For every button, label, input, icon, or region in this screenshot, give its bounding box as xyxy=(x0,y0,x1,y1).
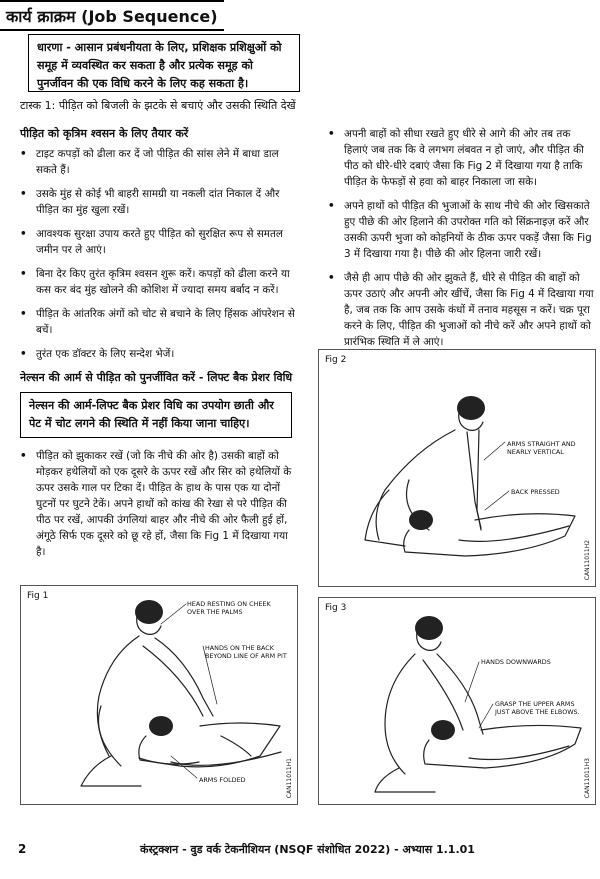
section-heading-nelson: नेल्सन की आर्म से पीड़ित को पुनर्जीवित करें - लिफ्ट बैक प्रेशर विधि xyxy=(20,371,293,384)
list-item: • उसके मुंह से कोई भी बाहरी सामग्री या नकली दांत निकाल दें और पीड़ित का मुंह खुला रखें। xyxy=(20,186,300,218)
figure-2 xyxy=(318,349,596,587)
list-item: • अपने हाथों को पीड़ित की भुजाओं के साथ नीचे की ओर खिसकाते हुए पीछे की ओर हिलाने की उपरोक्त गति को सिंक्रनाइज़ करें और उसकी ऊपरी भुजा को कोहनियों के ठीक ऊपर पकड़ें जैसा कि Fig 3 में दिखाया गया है। पीछे की ओर हिलना जारी रखें। xyxy=(328,198,596,262)
figure-1-illustration xyxy=(21,586,297,804)
concept-box xyxy=(28,34,300,92)
prepare-list xyxy=(20,146,300,362)
list-item: • बिना देर किए तुरंत कृत्रिम श्वसन शुरू करें। कपड़ों को ढीला करने या कस कर बंद मुंह खोलने की कोशिश में ज्यादा समय बर्बाद न करें। xyxy=(20,266,300,298)
callout-back-pressed: BACK PRESSED xyxy=(511,488,560,496)
list-item: • अपनी बाहों को सीधा रखते हुए धीरे से आगे की ओर तब तक हिलाएं जब तक कि वे लगभग लंबवत न हो जाएं, और पीड़ित की पीठ को धीरे-धीरे दबाएं जैसा कि Fig 2 में दिखाया गया है ताकि पीड़ित के फेफड़ों से हवा को बाहर निकाला जा सके। xyxy=(328,126,596,190)
nelson-warning-text: नेल्सन की आर्म-लिफ्ट बैक प्रेशर विधि का उपयोग छाती और पेट में चोट लगने की स्थिति में नहीं किया जाना चाहिए। xyxy=(29,399,274,430)
figure-2-code: CAN11011H2 xyxy=(584,539,591,580)
callout-head-resting: HEAD RESTING ON CHEEK OVER THE PALMS xyxy=(187,600,271,616)
continue-list xyxy=(328,126,596,350)
list-item: • जैसे ही आप पीछे की ओर झुकते हैं, धीरे से पीड़ित की बाहों को ऊपर उठाएं और अपनी ओर खींचें, जैसा कि Fig 4 में दिखाया गया है, जब तक कि आप उसके कंधों में तनाव महसूस न करें। चक्र पूरा करने के लिए, पीड़ित की भुजाओं को नीचे करें और अपने हाथों को प्रारंभिक स्थिति में ले आएं। xyxy=(328,270,596,350)
list-item: • आवश्यक सुरक्षा उपाय करते हुए पीड़ित को सुरक्षित रूप से समतल जमीन पर ले आएं। xyxy=(20,226,300,258)
callout-arms-straight: ARMS STRAIGHT AND NEARLY VERTICAL xyxy=(507,440,576,456)
figure-1 xyxy=(20,585,298,805)
page-number: 2 xyxy=(18,842,27,856)
list-item: • तुरंत एक डॉक्टर के लिए सन्देश भेजें। xyxy=(20,346,300,362)
page-title: कार्य क्राक्रम (Job Sequence) xyxy=(6,6,218,26)
figure-3-label: Fig 3 xyxy=(325,603,347,613)
concept-text: धारणा - आसान प्रबंधनीयता के लिए, प्रशिक्षक प्रशिक्षुओं को समूह में व्यवस्थित कर सकता है और प्रत्येक समूह को पुनर्जीवन की एक विधि करने के लिए कह सकता है। xyxy=(37,41,282,90)
title-bar xyxy=(0,0,224,31)
figure-2-label: Fig 2 xyxy=(325,355,347,365)
callout-grasp-upper-arms: GRASP THE UPPER ARMS JUST ABOVE THE ELBOWS. xyxy=(495,700,580,716)
right-column xyxy=(328,126,596,358)
nelson-warning-box xyxy=(20,392,292,438)
list-item: • पीड़ित के आंतरिक अंगों को चोट से बचाने के लिए हिंसक ऑपरेशन से बचें। xyxy=(20,306,300,338)
footer-text: कंस्ट्रक्शन - वुड वर्क टेकनीशियन (NSQF संशोधित 2022) - अभ्यास 1.1.01 xyxy=(140,843,475,856)
callout-hands-downwards: HANDS DOWNWARDS xyxy=(481,658,551,666)
figure-2-illustration xyxy=(319,350,595,586)
list-item: • पीड़ित को झुकाकर रखें (जो कि नीचे की ओर है) उसकी बाहों को मोड़कर हथेलियों को एक दूसरे के ऊपर रखें और सिर को हथेलियों के ऊपर उसके गाल पर टिका दें। पीड़ित के हाथ के पास एक या दोनों घुटनों पर घुटने टेकें। अपने हाथों को कांख की रेखा से परे पीड़ित की पीठ पर रखें, आपकी उंगलियां बाहर और नीचे की ओर फैली हुई हों, अंगूठे सिर्फ एक दूसरे को छू रहे हों, जैसा कि Fig 1 में दिखाया गया है। xyxy=(20,448,300,560)
nelson-list xyxy=(20,448,300,560)
figure-1-label: Fig 1 xyxy=(27,591,49,601)
task-heading: टास्क 1: पीड़ित को बिजली के झटके से बचाएं और उसकी स्थिति देखें xyxy=(20,99,296,112)
callout-arms-folded: ARMS FOLDED xyxy=(199,776,246,784)
figure-3 xyxy=(318,597,596,805)
callout-hands-on-back: HANDS ON THE BACK BEYOND LINE OF ARM PIT xyxy=(205,644,287,660)
figure-1-code: CAN11011H1 xyxy=(286,757,293,798)
figure-3-code: CAN11011H3 xyxy=(584,757,591,798)
section-heading-prepare: पीड़ित को कृत्रिम श्वसन के लिए तैयार करें xyxy=(20,127,189,140)
list-item: • टाइट कपड़ों को ढीला कर दें जो पीड़ित की सांस लेने में बाधा डाल सकते हैं। xyxy=(20,146,300,178)
left-column xyxy=(20,126,300,568)
